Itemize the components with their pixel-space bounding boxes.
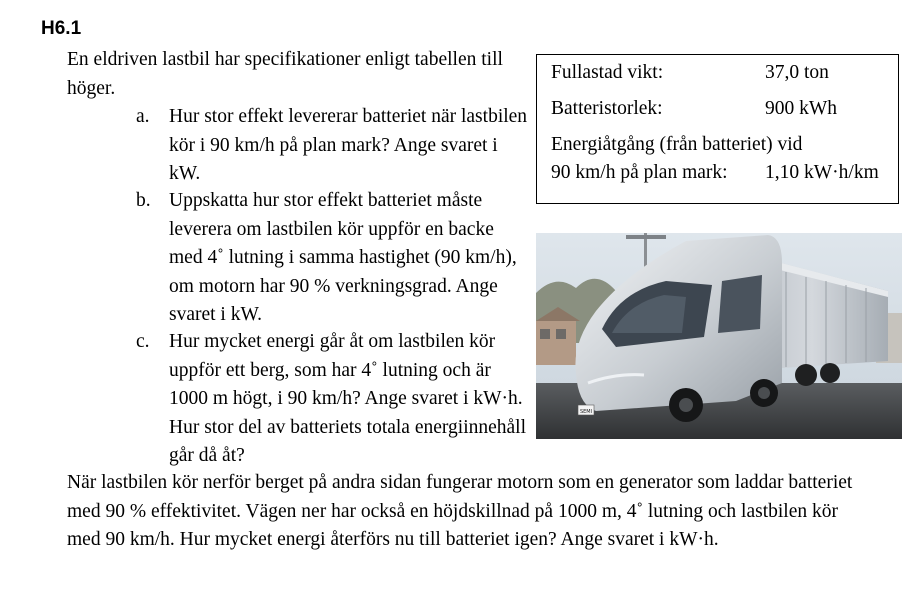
spec-energy-value: 1,10 kW·h/km	[765, 162, 879, 183]
intro-text: En eldriven lastbil har specifikationer enligt tabellen till höger.	[67, 49, 503, 99]
spec-battery-value: 900 kWh	[765, 98, 838, 119]
follow-up-text: När lastbilen kör nerför berget på andra sidan fungerar motorn som en generator som laddar batteriet med 90 % effektivitet. Vägen ner har också en höjdskillnad på 1000 m, 4˚ lutning och lastbilen kör med 90 km/h. Hur mycket energi återförs nu till batteriet igen? Ange svaret i kW·h.	[67, 472, 853, 551]
question-b-label: b.	[136, 190, 151, 211]
electric-truck-photo	[536, 233, 902, 439]
question-c-label: c.	[136, 331, 150, 352]
question-a-label: a.	[136, 106, 150, 127]
problem-heading: H6.1	[41, 18, 82, 39]
trailer-wheel	[820, 363, 840, 383]
specification-table	[536, 54, 899, 204]
license-plate-text: SEMI	[579, 409, 593, 415]
question-a-text: Hur stor effekt levererar batteriet när lastbilen kör i 90 km/h på plan mark? Ange svaret i kW.	[169, 106, 528, 185]
trailer-wheel	[795, 364, 817, 386]
spec-battery-label: Batteristorlek:	[551, 98, 663, 119]
spec-energy-label-line1: Energiåtgång (från batteriet) vid	[551, 134, 803, 155]
spec-weight-value: 37,0 ton	[765, 62, 829, 83]
building-left	[536, 321, 576, 365]
spec-weight-label: Fullastad vikt:	[551, 62, 664, 83]
question-c-text: Hur mycket energi går åt om lastbilen kör uppför ett berg, som har 4˚ lutning och är 1000 m högt, i 90 km/h? Ange svaret i kW·h. Hur stor del av batteriets totala energiinnehåll går då åt?	[169, 331, 527, 467]
side-window	[718, 275, 762, 333]
question-b-text: Uppskatta hur stor effekt batteriet måste leverera om lastbilen kör uppför en backe med 4˚ lutning i samma hastighet (90 km/h), om motorn har 90 % verkningsgrad. Ange svaret i kW.	[169, 190, 517, 326]
spec-energy-label-line2: 90 km/h på plan mark:	[551, 162, 728, 183]
